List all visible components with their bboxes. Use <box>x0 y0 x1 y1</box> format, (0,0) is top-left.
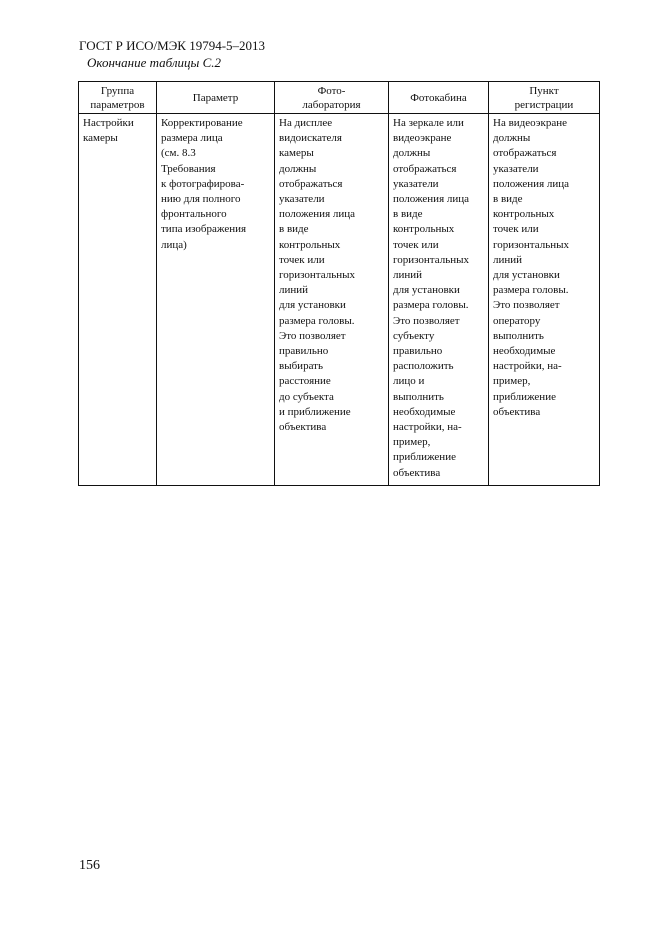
table-header-row <box>79 82 600 114</box>
cell-registration-point: На видеоэкране должны отображаться указатели положения лица в виде контрольных точек или горизонтальных линий для установки размера головы. Это позволяет оператору выполнить необходимые настройки, на- пример, приближение объектива <box>489 114 600 486</box>
column-header-registration-point: Пункт регистрации <box>489 82 600 114</box>
cell-photo-booth: На зеркале или видеоэкране должны отображаться указатели положения лица в виде контрольных точек или горизонтальных линий для установки размера головы. Это позволяет субъекту правильно расположить лицо и выполнить необходимые настройки, на- пример, приближение объектива <box>389 114 489 486</box>
parameters-table <box>78 81 600 486</box>
cell-photo-lab: На дисплее видоискателя камеры должны отображаться указатели положения лица в виде контрольных точек или горизонтальных линий для установки размера головы. Это позволяет правильно выбирать расстояние до субъекта и приближение объектива <box>275 114 389 486</box>
table-row <box>79 114 600 486</box>
cell-group: Настройки камеры <box>79 114 157 486</box>
table-caption: Окончание таблицы С.2 <box>87 55 221 70</box>
column-header-photo-lab: Фото- лаборатория <box>275 82 389 114</box>
document-header: ГОСТ Р ИСО/МЭК 19794-5–2013 <box>79 38 266 53</box>
column-header-group: Группа параметров <box>79 82 157 114</box>
page-number: 156 <box>79 858 100 873</box>
cell-parameter: Корректирование размера лица (см. 8.3 Требования к фотографирова- нию для полного фронтального типа изображения лица) <box>157 114 275 486</box>
column-header-parameter: Параметр <box>157 82 275 114</box>
column-header-photo-booth: Фотокабина <box>389 82 489 114</box>
